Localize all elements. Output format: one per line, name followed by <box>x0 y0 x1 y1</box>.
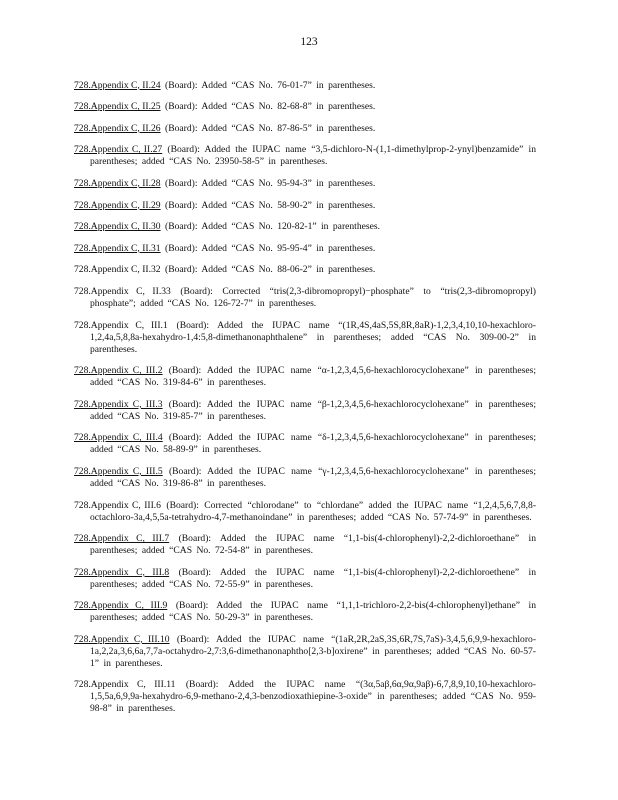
list-item <box>74 101 536 113</box>
list-item <box>74 500 536 524</box>
list-item <box>74 221 536 233</box>
page-number: 123 <box>300 36 318 48</box>
entry-text: (Board): Added “CAS No. 88-06-2” in parentheses. <box>160 264 376 276</box>
list-item <box>74 178 536 190</box>
list-item <box>74 432 536 456</box>
entry-text: (Board): Added the IUPAC name “(1R,4S,4aS,5S,8R,8aR)-1,2,3,4,10,10-hexachloro-1,2,4a,5,8,8a-hexahydro-1,4:5,8-dimethanonaphthalene” in parentheses; added “CAS No. 309-00-2” in parentheses. <box>90 319 536 355</box>
entry-text: (Board): Added “CAS No. 87-86-5” in parentheses. <box>160 122 376 134</box>
entry-text: (Board): Added “CAS No. 120-82-1” in parentheses. <box>160 221 381 233</box>
entry-text: (Board): Added the IUPAC name “α-1,2,3,4,5,6-hexachlorocyclohexane” in parentheses; added “CAS No. 319-84-6” in parentheses. <box>90 365 537 389</box>
entry-text: (Board): Added “CAS No. 58-90-2” in parentheses. <box>160 199 376 211</box>
list-item <box>74 533 536 557</box>
list-item <box>74 264 536 276</box>
list-item <box>74 365 536 389</box>
entry-reference: 728.Appendix C, III.2 <box>74 365 163 377</box>
list-item <box>74 286 536 310</box>
entry-reference: 728.Appendix C, II.31 <box>74 242 161 254</box>
entry-text: (Board): Added “CAS No. 95-94-3” in parentheses. <box>160 177 376 189</box>
entry-text: (Board): Added the IUPAC name “3,5-dichloro-N-(1,1-dimethylprop-2-ynyl)benzamide” in parentheses; added “CAS No. 23950-58-5” in parentheses. <box>90 144 536 168</box>
entry-reference: 728.Appendix C, II.26 <box>74 122 161 134</box>
entry-text: (Board): Added the IUPAC name “(1aR,2R,2aS,3S,6R,7S,7aS)-3,4,5,6,9,9-hexachloro-1a,2,2a,3,6,6a,7,7a-octahydro-2,7:3,6-dimethanonaphtho[2,3-b]oxirene” in parentheses; added “CAS No. 60-57-1” in parentheses. <box>90 633 537 669</box>
list-item <box>74 243 536 255</box>
list-item <box>74 679 536 715</box>
entry-text: (Board): Added the IUPAC name “(3α,5aβ,6α,9α,9aβ)-6,7,8,9,10,10-hexachloro-1,5,5a,6,9,9a-hexahydro-6,9-methano-2,4,3-benzodioxathiepine-3-oxide” in parentheses; added “CAS No. 959-98-8” in parentheses. <box>90 679 536 715</box>
entry-reference: 728.Appendix C, II.27 <box>74 144 163 156</box>
list-item <box>74 634 536 670</box>
entry-text: (Board): Added the IUPAC name “1,1-bis(4-chlorophenyl)-2,2-dichloroethene” in parentheses; added “CAS No. 72-55-9” in parentheses. <box>90 566 537 590</box>
entry-reference: 728.Appendix C, III.8 <box>74 566 170 578</box>
entry-list <box>74 70 536 723</box>
list-item <box>74 80 536 92</box>
list-item <box>74 567 536 591</box>
entry-reference: 728.Appendix C, II.30 <box>74 221 161 233</box>
entry-text: (Board): Added the IUPAC name “β-1,2,3,4,5,6-hexachlorocyclohexane” in parentheses; added “CAS No. 319-85-7” in parentheses. <box>90 398 537 422</box>
entry-reference: 728.Appendix C, II.29 <box>74 199 161 211</box>
entry-text: (Board): Added the IUPAC name “γ-1,2,3,4,5,6-hexachlorocyclohexane” in parentheses; added “CAS No. 319-86-8” in parentheses. <box>90 465 536 489</box>
list-item <box>74 200 536 212</box>
entry-reference: 728.Appendix C, II.25 <box>74 101 161 113</box>
entry-reference: 728.Appendix C, III.10 <box>74 633 170 645</box>
list-item <box>74 123 536 135</box>
entry-reference: 728.Appendix C, III.3 <box>74 398 163 410</box>
list-item <box>74 600 536 624</box>
entry-reference: 728.Appendix C, III.4 <box>74 432 163 444</box>
entry-text: (Board): Corrected “chlorodane” to “chlordane” added the IUPAC name “1,2,4,5,6,7,8,8-octachloro-3a,4,5,5a-tetrahydro-4,7-methanoindane” in parentheses; added “CAS No. 57-74-9” in parentheses. <box>90 499 537 523</box>
entry-reference: 728.Appendix C, III.9 <box>74 600 168 612</box>
entry-reference: 728.Appendix C, III.7 <box>74 533 170 545</box>
entry-text: (Board): Added “CAS No. 82-68-8” in parentheses. <box>160 101 376 113</box>
entry-text: (Board): Added the IUPAC name “1,1-bis(4-chlorophenyl)-2,2-dichloroethane” in parentheses; added “CAS No. 72-54-8” in parentheses. <box>90 533 537 557</box>
entry-text: (Board): Added the IUPAC name “1,1,1-trichloro-2,2-bis(4-chlorophenyl)ethane” in parentheses; added “CAS No. 50-29-3” in parentheses. <box>90 600 536 624</box>
entry-text: (Board): Corrected “tris(2,3-dibromopropyl)−phosphate” to “tris(2,3-dibromopropyl) phosphate”; added “CAS No. 126-72-7” in parentheses. <box>90 285 536 309</box>
list-item <box>74 399 536 423</box>
entry-reference: 728.Appendix C, III.5 <box>74 465 163 477</box>
entry-reference: 728.Appendix C, II.28 <box>74 177 161 189</box>
entry-reference: 728.Appendix C, II.32 <box>74 264 161 276</box>
entry-reference: 728.Appendix C, II.33 <box>74 285 171 297</box>
entry-reference: 728.Appendix C, III.1 <box>74 319 168 331</box>
list-item <box>74 466 536 490</box>
entry-text: (Board): Added “CAS No. 95-95-4” in parentheses. <box>160 242 376 254</box>
list-item <box>74 320 536 356</box>
entry-reference: 728.Appendix C, III.6 <box>74 499 161 511</box>
entry-text: (Board): Added the IUPAC name “δ-1,2,3,4,5,6-hexachlorocyclohexane” in parentheses; added “CAS No. 58-89-9” in parentheses. <box>90 432 537 456</box>
entry-text: (Board): Added “CAS No. 76-01-7” in parentheses. <box>160 79 376 91</box>
list-item <box>74 144 536 168</box>
entry-reference: 728.Appendix C, III.11 <box>74 679 176 691</box>
entry-reference: 728.Appendix C, II.24 <box>74 79 161 91</box>
